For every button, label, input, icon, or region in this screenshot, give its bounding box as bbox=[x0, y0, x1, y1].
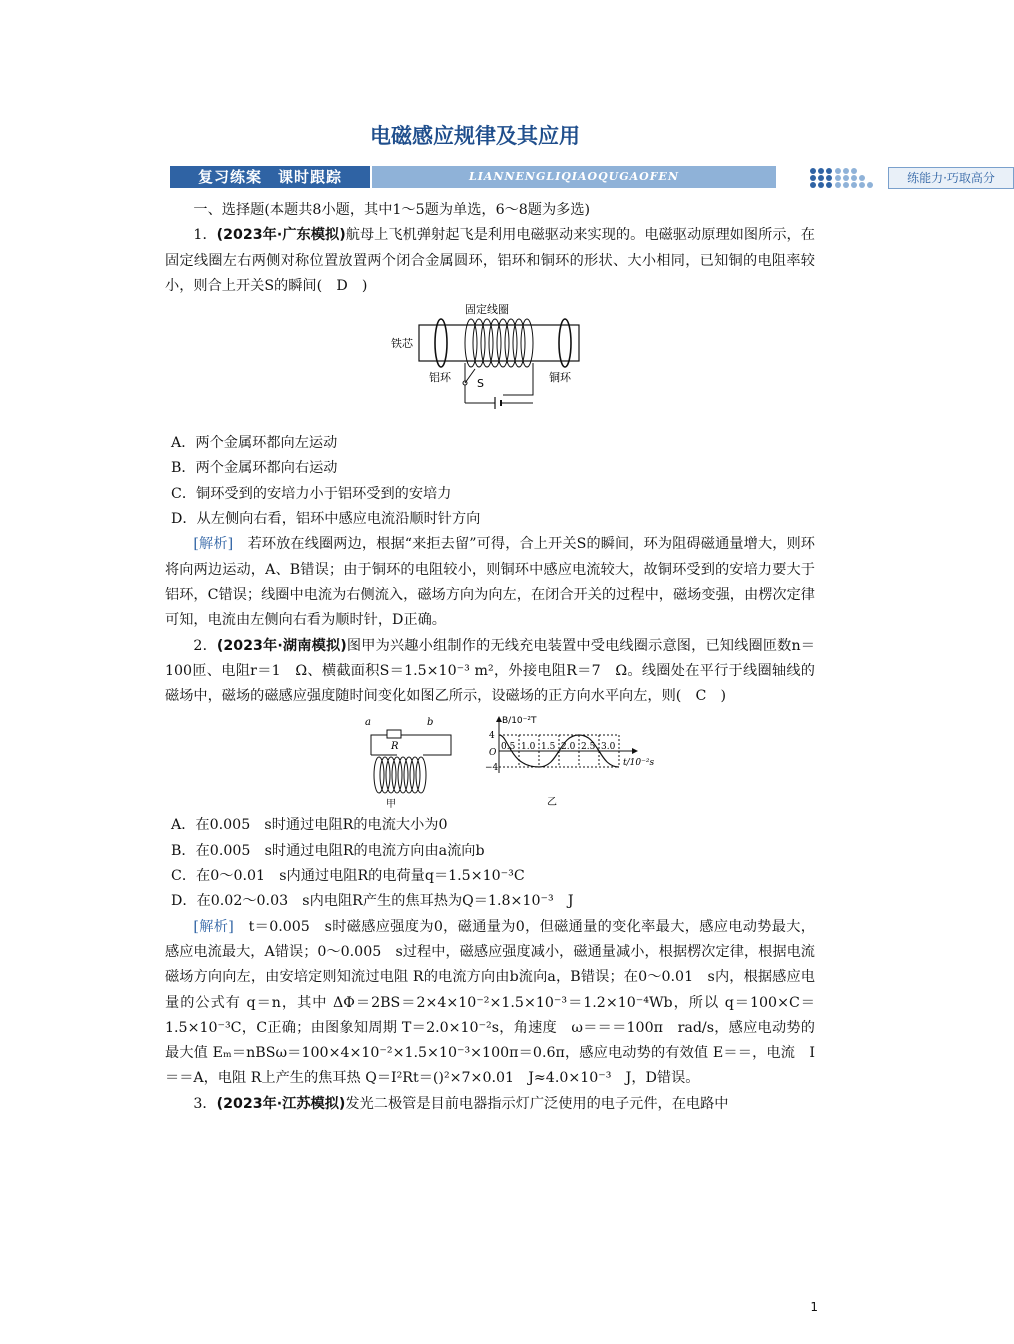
section-heading: 一、选择题(本题共8小题，其中1～5题为单选，6～8题为多选) bbox=[193, 202, 591, 218]
origin-label: O bbox=[489, 748, 497, 759]
x-tick: 1.5 bbox=[541, 742, 556, 753]
label-coil: 固定线圈 bbox=[465, 303, 509, 317]
figure-b-graph bbox=[475, 713, 675, 809]
question-text: 图甲为兴趣小组制作的无线充电装置中受电线圈示意图，已知线圈匝数n＝100匝、电阻r＝1 Ω、横截面积S＝1.5×10⁻³ m²，外接电阻R＝7 Ω。线圈处在平行于线圈轴线的磁场中，磁场的磁感应强度随时间变化如图乙所示，设磁场的正方向水平向左，则( C ) bbox=[165, 637, 815, 705]
question-source: (2023年·湖南模拟) bbox=[216, 637, 347, 654]
label-b: b bbox=[427, 717, 434, 729]
label-a: a bbox=[365, 717, 371, 729]
label-al-ring: 铝环 bbox=[429, 371, 451, 385]
banner-right-label: 练能力·巧取高分 bbox=[888, 167, 1014, 189]
label-switch: S bbox=[477, 377, 484, 391]
q2-analysis bbox=[165, 915, 815, 1092]
x-tick: 3.0 bbox=[601, 742, 616, 753]
banner-left-label: 复习练案 课时跟踪 bbox=[170, 166, 370, 188]
label-cu-ring: 铜环 bbox=[549, 371, 571, 385]
dots-decoration-icon bbox=[808, 166, 883, 188]
page-title: 电磁感应规律及其应用 bbox=[370, 124, 580, 148]
section-banner bbox=[170, 166, 995, 188]
question-1-stem bbox=[165, 223, 815, 299]
question-number: 1． bbox=[193, 227, 217, 244]
question-text: 航母上飞机弹射起飞是利用电磁驱动来实现的。电磁驱动原理如图所示，在固定线圈左右两侧对称位置放置两个闭合金属圆环，铝环和铜环的形状、大小相同，已知铜的电阻率较小，则合上开关S的瞬间( D ) bbox=[165, 227, 815, 294]
q1-option-b: B．两个金属环都向右运动 bbox=[171, 460, 338, 477]
figure-coil-rings bbox=[165, 303, 815, 427]
analysis-text: t＝0.005 s时磁感应强度为0，磁通量为0，但磁通量的变化率最大，感应电动势最大，感应电流最大，A错误；0～0.005 s过程中，磁感应强度减小，磁通量减小，根据楞次定律，根据电流磁场方向向左，由安培定则知流过电阻 R的电流方向由b流向a，B错误；在0～0.01 s内，根据感应电量的公式有 q＝n，其中 ΔΦ＝2BS＝2×4×10⁻²×1.5×10⁻³＝1.2×10⁻⁴Wb，所以 q＝100×C＝1.5×10⁻³C，C正确；由图象知周期 T＝2.0×10⁻²s，角速度 ω＝＝＝100π rad/s，感应电动势的最大值 Eₘ＝nBSω＝100×4×10⁻²×1.5×10⁻³×100π＝0.6π，感应电动势的有效值 E＝＝，电流 I＝＝A，电阻 R上产生的焦耳热 Q＝I²Rt＝()²×7×0.01 J≈4.0×10⁻³ J，D错误。 bbox=[165, 918, 815, 1087]
banner-middle-label: LIANNENGLIQIAOQUGAOFEN bbox=[372, 166, 776, 188]
figure-charging-coil bbox=[165, 713, 815, 809]
q1-option-a: A．两个金属环都向左运动 bbox=[171, 435, 338, 452]
analysis-tag: [解析] bbox=[193, 536, 234, 553]
x-tick: 1.0 bbox=[521, 742, 536, 753]
question-number: 3． bbox=[193, 1095, 217, 1112]
question-3-stem bbox=[165, 1092, 815, 1117]
x-tick: 2.0 bbox=[561, 742, 576, 753]
label-core: 铁芯 bbox=[391, 337, 413, 351]
label-r: R bbox=[391, 741, 399, 753]
question-2-stem bbox=[165, 634, 815, 710]
q1-option-d: D．从左侧向右看，铝环中感应电流沿顺时针方向 bbox=[171, 511, 481, 528]
analysis-tag: [解析] bbox=[193, 918, 234, 935]
coil-diagram bbox=[165, 303, 815, 427]
caption-a: 甲 bbox=[386, 799, 396, 811]
analysis-text: 若环放在线圈两边，根据“来拒去留”可得，合上开关S的瞬间，环为阻碍磁通量增大，则环将向两边运动，A、B错误；由于铜环的电阻较小，则铜环中感应电流较大，故铜环受到的安培力要大于铝环，C错误；线圈中电流为右侧流入，磁场方向为向左，在闭合开关的过程中，磁场变强，由楞次定律可知，电流由左侧向右看为顺时针，D正确。 bbox=[165, 536, 815, 629]
q1-analysis bbox=[165, 532, 815, 633]
x-axis-label: t/10⁻²s bbox=[623, 758, 655, 769]
question-text: 发光二极管是目前电器指示灯广泛使用的电子元件，在电路中 bbox=[345, 1095, 729, 1112]
q2-option-d: D．在0.02～0.03 s内电阻R产生的焦耳热为Q＝1.8×10⁻³ J bbox=[171, 893, 574, 910]
question-number: 2． bbox=[193, 637, 217, 654]
question-source: (2023年·广东模拟) bbox=[216, 227, 346, 244]
q2-option-a: A．在0.005 s时通过电阻R的电流大小为0 bbox=[171, 817, 448, 834]
q2-option-c: C．在0～0.01 s内通过电阻R的电荷量q＝1.5×10⁻³C bbox=[171, 868, 525, 885]
y-tick-neg4: −4 bbox=[485, 763, 499, 774]
y-axis-label: B/10⁻²T bbox=[502, 716, 537, 727]
q2-option-b: B．在0.005 s时通过电阻R的电流方向由a流向b bbox=[171, 842, 485, 859]
question-source: (2023年·江苏模拟) bbox=[216, 1095, 346, 1112]
x-tick: 2.5 bbox=[581, 742, 596, 753]
page-number: 1 bbox=[810, 1300, 818, 1314]
q1-option-c: C．铜环受到的安培力小于铝环受到的安培力 bbox=[171, 485, 452, 502]
document-body bbox=[165, 198, 815, 1117]
x-tick: 0.5 bbox=[501, 742, 516, 753]
y-tick-4: 4 bbox=[489, 731, 495, 742]
caption-b: 乙 bbox=[547, 797, 557, 809]
